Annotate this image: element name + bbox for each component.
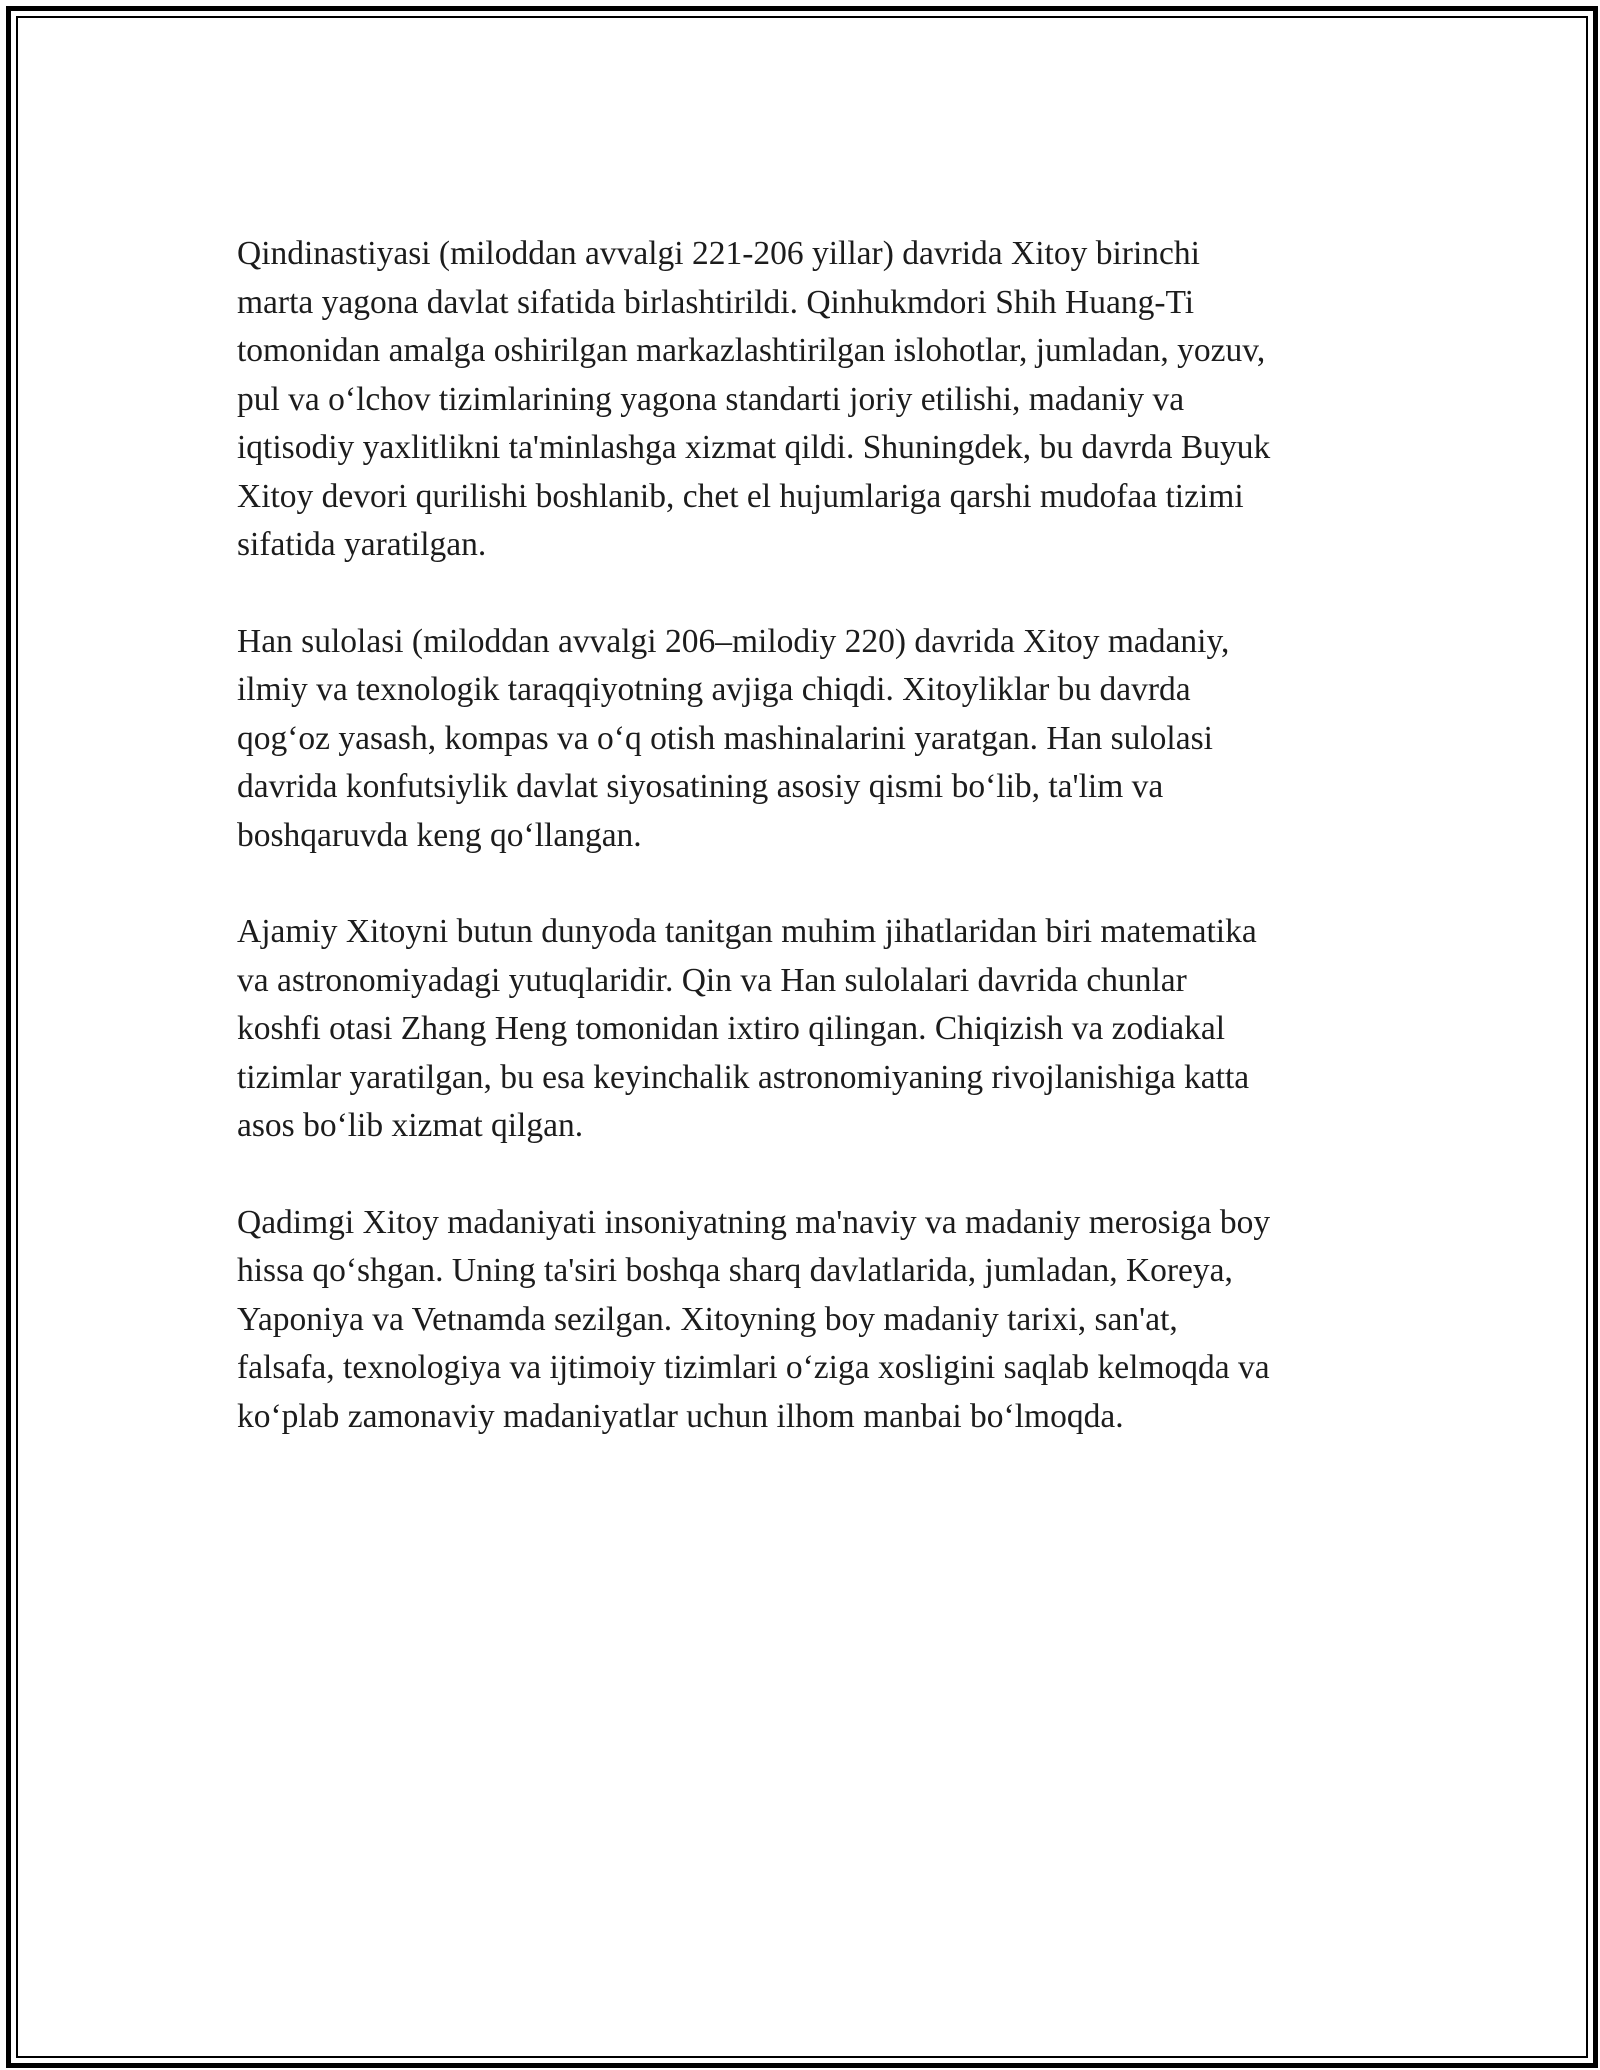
document-body: [237, 230, 1373, 1489]
paragraph-science-astronomy: [237, 908, 1373, 1151]
text-line: hissa qo‘shgan. Uning ta'siri boshqa sharq davlatlarida, jumladan, Koreya,: [237, 1252, 1233, 1289]
text-line: ko‘plab zamonaviy madaniyatlar uchun ilhom manbai bo‘lmoqda.: [237, 1397, 1124, 1435]
paragraph-cultural-legacy: [237, 1199, 1373, 1442]
text-line: iqtisodiy yaxlitlikni ta'minlashga xizmat qildi. Shuningdek, bu davrda Buyuk: [237, 429, 1271, 466]
text-line: Qadimgi Xitoy madaniyati insoniyatning ma'naviy va madaniy merosiga boy: [237, 1203, 1271, 1241]
text-line: Yaponiya va Vetnamda sezilgan. Xitoyning boy madaniy tarixi, san'at,: [237, 1300, 1178, 1338]
text-line: tizimlar yaratilgan, bu esa keyinchalik astronomiyaning rivojlanishiga katta: [237, 1058, 1250, 1096]
text-line: koshfi otasi Zhang Heng tomonidan ixtiro qilingan. Chiqizish va zodiakal: [237, 1010, 1226, 1047]
text-line: sifatida yaratilgan.: [237, 526, 487, 563]
text-line: marta yagona davlat sifatida birlashtirildi. Qinhukmdori Shih Huang-Ti: [237, 283, 1195, 321]
text-line: davrida konfutsiylik davlat siyosatining asosiy qismi bo‘lib, ta'lim va: [237, 768, 1164, 805]
text-line: Qindinastiyasi (miloddan avvalgi 221-206 yillar) davrida Xitoy birinchi: [237, 235, 1200, 272]
text-line: falsafa, texnologiya va ijtimoiy tizimlari o‘ziga xosligini saqlab kelmoqda va: [237, 1349, 1270, 1386]
paragraph-qin-dynasty: [237, 230, 1373, 570]
text-line: Xitoy devori qurilishi boshlanib, chet el hujumlariga qarshi mudofaa tizimi: [237, 477, 1244, 515]
text-line: qog‘oz yasash, kompas va o‘q otish mashinalarini yaratgan. Han sulolasi: [237, 719, 1213, 757]
text-line: tomonidan amalga oshirilgan markazlashtirilgan islohotlar, jumladan, yozuv,: [237, 332, 1266, 369]
text-line: boshqaruvda keng qo‘llangan.: [237, 816, 642, 854]
text-line: Ajamiy Xitoyni butun dunyoda tanitgan muhim jihatlaridan biri matematika: [237, 913, 1257, 950]
paragraph-han-dynasty: [237, 618, 1373, 861]
text-line: asos bo‘lib xizmat qilgan.: [237, 1107, 584, 1144]
text-line: pul va o‘lchov tizimlarining yagona standarti joriy etilishi, madaniy va: [237, 380, 1185, 418]
text-line: ilmiy va texnologik taraqqiyotning avjiga chiqdi. Xitoyliklar bu davrda: [237, 671, 1191, 708]
text-line: va astronomiyadagi yutuqlaridir. Qin va Han sulolalari davrida chunlar: [237, 961, 1187, 999]
text-line: Han sulolasi (miloddan avvalgi 206–milodiy 220) davrida Xitoy madaniy,: [237, 622, 1230, 660]
